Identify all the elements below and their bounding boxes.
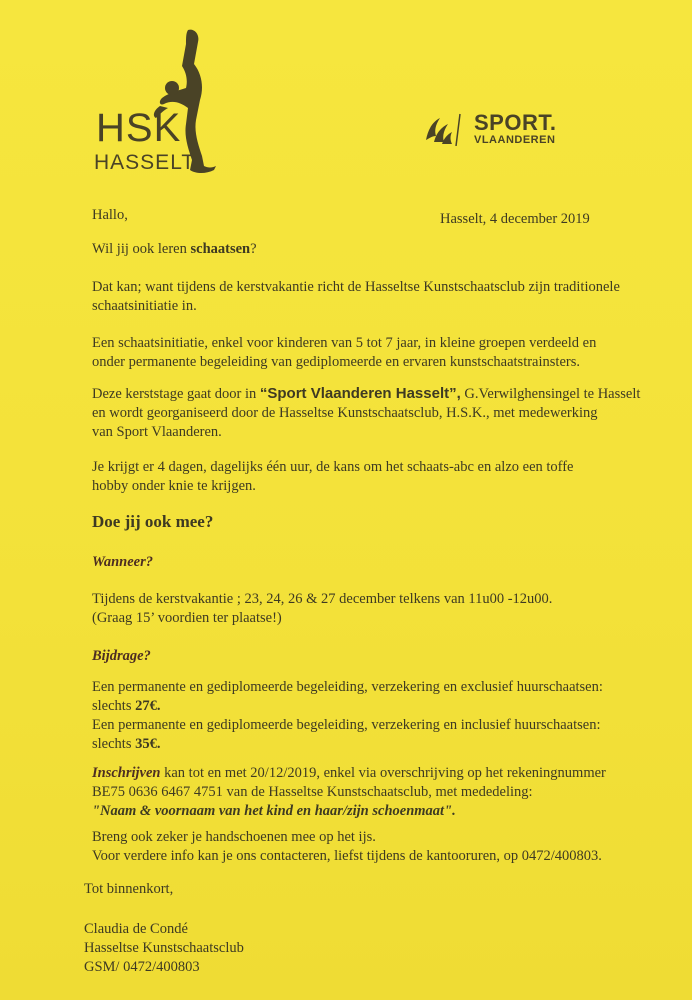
place-date: Hasselt, 4 december 2019 xyxy=(440,211,590,227)
intro-bold: schaatsen xyxy=(190,241,251,257)
reg-line-2: BE75 0636 6467 4751 van de Hasseltse Kunstschaatsclub, met mededeling: xyxy=(92,784,533,800)
reg-line-1 xyxy=(92,764,606,783)
hsk-logo-text: HSK xyxy=(96,106,182,150)
intro-line xyxy=(92,240,257,259)
paragraph-1 xyxy=(92,278,620,316)
p3-line-2: en wordt georganiseerd door de Hasseltse Kunstschaatsclub, H.S.K., met medewerking xyxy=(92,405,598,421)
when-section xyxy=(92,590,552,628)
cost-heading: Bijdrage? xyxy=(92,648,151,664)
cost-prefix-1: slechts xyxy=(92,698,136,714)
paragraph-3 xyxy=(92,384,640,442)
info-section xyxy=(92,828,602,866)
info-line-2: Voor verdere info kan je ons contacteren, liefst tijdens de kantooruren, op 0472/400803. xyxy=(92,848,602,864)
registration-section xyxy=(92,764,606,821)
paragraph-2 xyxy=(92,334,596,372)
p4-line-2: hobby onder knie te krijgen. xyxy=(92,478,256,494)
when-line-2: (Graag 15’ voordien ter plaatse!) xyxy=(92,610,282,626)
paragraph-4 xyxy=(92,458,574,496)
cost-price-2: 35€. xyxy=(135,736,161,752)
cost-line-1: Een permanente en gediplomeerde begeleiding, verzekering en exclusief huurschaatsen: xyxy=(92,679,603,695)
reg-line-3: "Naam & voornaam van het kind en haar/zijn schoenmaat". xyxy=(92,803,456,819)
reg-suffix: kan tot en met 20/12/2019, enkel via overschrijving op het rekeningnummer xyxy=(160,765,606,781)
p3-venue: “Sport Vlaanderen Hasselt”, xyxy=(259,385,461,402)
hsk-hasselt-logo xyxy=(92,28,222,178)
sport-vlaanderen-logo xyxy=(420,108,580,152)
sport-logo-text: SPORT. xyxy=(474,110,557,135)
signature-name: Claudia de Condé xyxy=(84,921,188,937)
signature-club: Hasseltse Kunstschaatsclub xyxy=(84,940,244,956)
cost-line-3: Een permanente en gediplomeerde begeleiding, verzekering en inclusief huurschaatsen: xyxy=(92,717,601,733)
p1-line-1: Dat kan; want tijdens de kerstvakantie richt de Hasseltse Kunstschaatsclub zijn traditionele xyxy=(92,279,620,295)
p2-line-1: Een schaatsinitiatie, enkel voor kinderen van 5 tot 7 jaar, in kleine groepen verdeeld en xyxy=(92,335,597,351)
vlaanderen-logo-text: VLAANDEREN xyxy=(474,134,556,146)
p3-line-3: van Sport Vlaanderen. xyxy=(92,424,222,440)
intro-prefix: Wil jij ook leren xyxy=(92,241,191,257)
call-to-action-heading: Doe jij ook mee? xyxy=(92,512,214,531)
lion-emblem-icon xyxy=(422,112,468,146)
p1-line-2: schaatsinitiatie in. xyxy=(92,298,197,314)
cost-line-4 xyxy=(92,735,603,754)
p3-suffix: G.Verwilghensingel te Hasselt xyxy=(460,386,641,402)
when-heading: Wanneer? xyxy=(92,554,153,570)
cost-section xyxy=(92,678,603,754)
cost-prefix-2: slechts xyxy=(92,736,136,752)
signature-block xyxy=(84,920,244,977)
greeting: Hallo, xyxy=(92,207,128,223)
intro-suffix: ? xyxy=(250,241,257,257)
signature-gsm: GSM/ 0472/400803 xyxy=(84,959,200,975)
cost-line-2 xyxy=(92,697,603,716)
when-line-1: Tijdens de kerstvakantie ; 23, 24, 26 & 27 december telkens van 11u00 -12u00. xyxy=(92,591,553,607)
hasselt-logo-text: HASSELT xyxy=(94,151,196,174)
p3-line-1 xyxy=(92,384,640,404)
reg-bold: Inschrijven xyxy=(92,765,161,781)
cost-price-1: 27€. xyxy=(135,698,161,714)
info-line-1: Breng ook zeker je handschoenen mee op het ijs. xyxy=(92,829,376,845)
p2-line-2: onder permanente begeleiding van gediplomeerde en ervaren kunstschaatstrainsters. xyxy=(92,354,580,370)
p4-line-1: Je krijgt er 4 dagen, dagelijks één uur, de kans om het schaats-abc en alzo een toffe xyxy=(92,459,574,475)
closing: Tot binnenkort, xyxy=(84,881,174,897)
p3-prefix: Deze kerststage gaat door in xyxy=(92,386,260,402)
